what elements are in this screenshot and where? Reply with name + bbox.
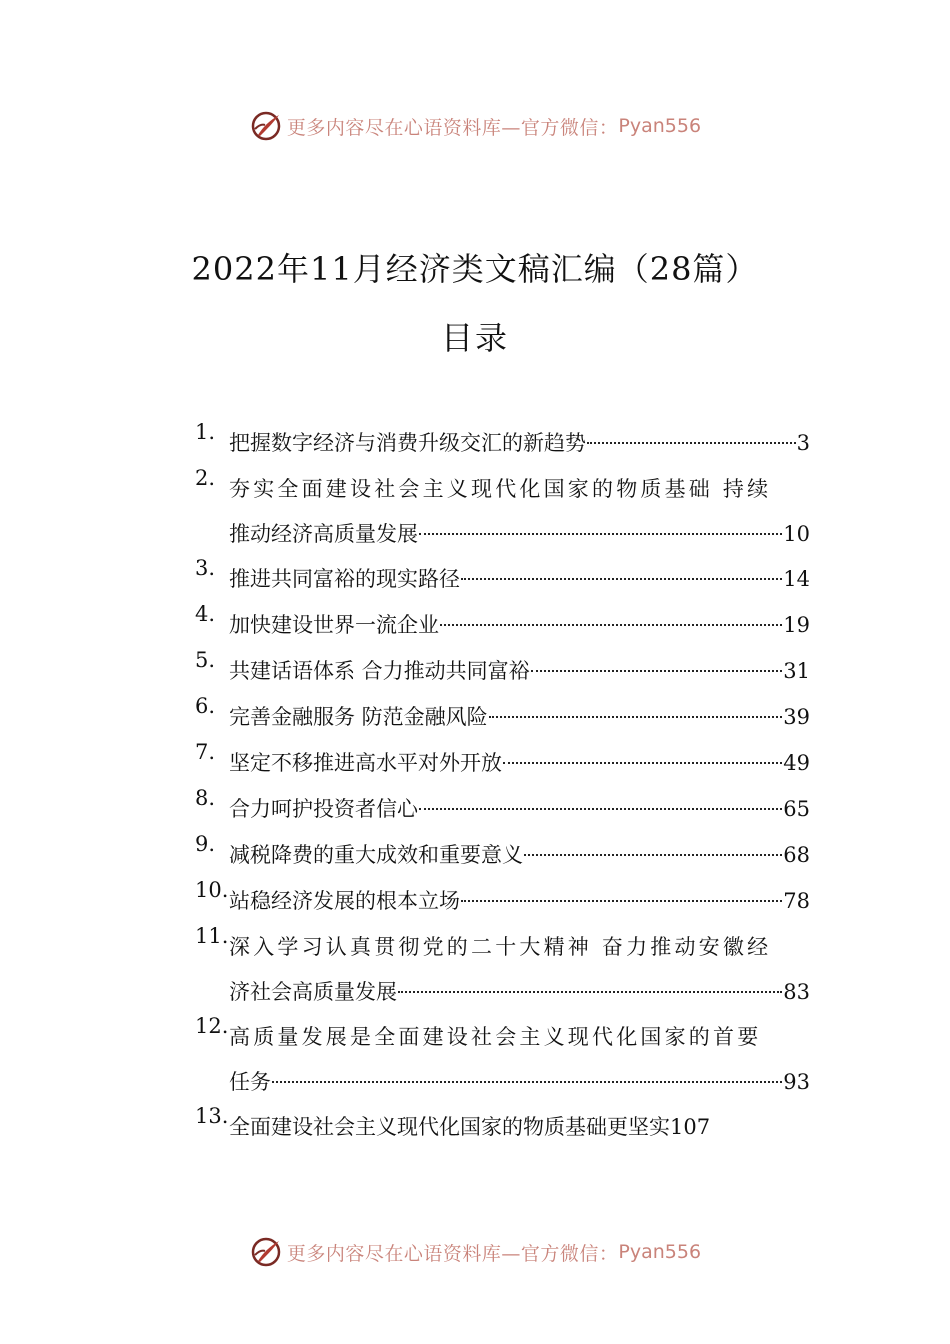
toc-number: 3. (195, 556, 216, 580)
toc-title: 把握数字经济与消费升级交汇的新趋势 (229, 431, 586, 455)
dot-leader (489, 716, 783, 718)
toc-number: 6. (195, 694, 216, 718)
dot-leader (419, 808, 782, 810)
dot-leader (524, 854, 782, 856)
toc-title: 共建话语体系 合力推动共同富裕 (229, 659, 530, 683)
toc-title: 完善金融服务 防范金融风险 (229, 705, 488, 729)
dot-leader (461, 900, 782, 902)
toc-title: 减税降费的重大成效和重要意义 (229, 843, 523, 867)
toc-title: 全面建设社会主义现代化国家的物质基础更坚实 (229, 1115, 670, 1139)
footer-banner (0, 1232, 950, 1272)
toc-number: 2. (195, 466, 216, 490)
toc-title: 坚定不移推进高水平对外开放 (229, 751, 502, 775)
quill-logo-icon (249, 1235, 283, 1269)
toc-title: 深入学习认真贯彻党的二十大精神 奋力推动安徽经 (229, 935, 772, 959)
toc-entry[interactable] (195, 648, 810, 694)
header-banner (0, 106, 950, 146)
toc-number: 1. (195, 420, 216, 444)
toc-number: 13. (195, 1104, 229, 1128)
dot-leader (461, 578, 782, 580)
wechat-id: Pyan556 (618, 1241, 702, 1263)
toc-page: 78 (783, 889, 810, 913)
dot-leader (587, 442, 796, 444)
dot-leader (272, 1081, 782, 1083)
table-of-contents (195, 420, 810, 1150)
quill-logo-icon (249, 109, 283, 143)
banner-text: 更多内容尽在心语资料库—官方微信： (286, 116, 619, 139)
banner-text: 更多内容尽在心语资料库—官方微信： (286, 1242, 619, 1265)
dot-leader (440, 624, 782, 626)
toc-entry[interactable] (195, 602, 810, 648)
toc-entry[interactable] (195, 786, 810, 832)
toc-page: 10 (783, 522, 810, 546)
toc-title-continued: 济社会高质量发展 (229, 980, 397, 1004)
dot-leader (398, 991, 782, 993)
toc-page: 65 (783, 797, 810, 821)
toc-number: 9. (195, 832, 216, 856)
toc-title-continued: 任务 (229, 1070, 271, 1094)
toc-title: 高质量发展是全面建设社会主义现代化国家的首要 (229, 1025, 762, 1049)
toc-entry[interactable] (195, 556, 810, 602)
toc-title: 站稳经济发展的根本立场 (229, 889, 460, 913)
toc-entry[interactable] (195, 1014, 810, 1104)
toc-page: 83 (783, 980, 810, 1004)
toc-title: 推进共同富裕的现实路径 (229, 567, 460, 591)
toc-entry[interactable] (195, 694, 810, 740)
dot-leader (531, 670, 783, 672)
toc-title: 合力呵护投资者信心 (229, 797, 418, 821)
toc-number: 8. (195, 786, 216, 810)
toc-page: 39 (783, 705, 810, 729)
dot-leader (419, 533, 782, 535)
toc-number: 11. (195, 924, 229, 948)
toc-entry[interactable] (195, 1104, 810, 1150)
toc-page: 93 (783, 1070, 810, 1094)
toc-title: 加快建设世界一流企业 (229, 613, 439, 637)
dot-leader (503, 762, 782, 764)
toc-title: 夯实全面建设社会主义现代化国家的物质基础 持续 (229, 477, 772, 501)
toc-page: 68 (783, 843, 810, 867)
toc-entry[interactable] (195, 832, 810, 878)
document-title: 2022年11月经济类文稿汇编（28篇） (191, 250, 759, 288)
toc-page: 107 (670, 1115, 711, 1139)
toc-page: 19 (783, 613, 810, 637)
toc-number: 4. (195, 602, 216, 626)
toc-entry[interactable] (195, 878, 810, 924)
toc-entry[interactable] (195, 466, 810, 556)
toc-page: 49 (783, 751, 810, 775)
toc-number: 5. (195, 648, 216, 672)
toc-number: 12. (195, 1014, 229, 1038)
toc-title-continued: 推动经济高质量发展 (229, 522, 418, 546)
toc-entry[interactable] (195, 924, 810, 1014)
toc-number: 7. (195, 740, 216, 764)
toc-entry[interactable] (195, 420, 810, 466)
toc-number: 10. (195, 878, 229, 902)
wechat-id: Pyan556 (618, 115, 702, 137)
toc-heading: 目录 (440, 319, 509, 357)
toc-page: 3 (796, 431, 810, 455)
toc-page: 31 (783, 659, 810, 683)
toc-entry[interactable] (195, 740, 810, 786)
toc-page: 14 (783, 567, 810, 591)
